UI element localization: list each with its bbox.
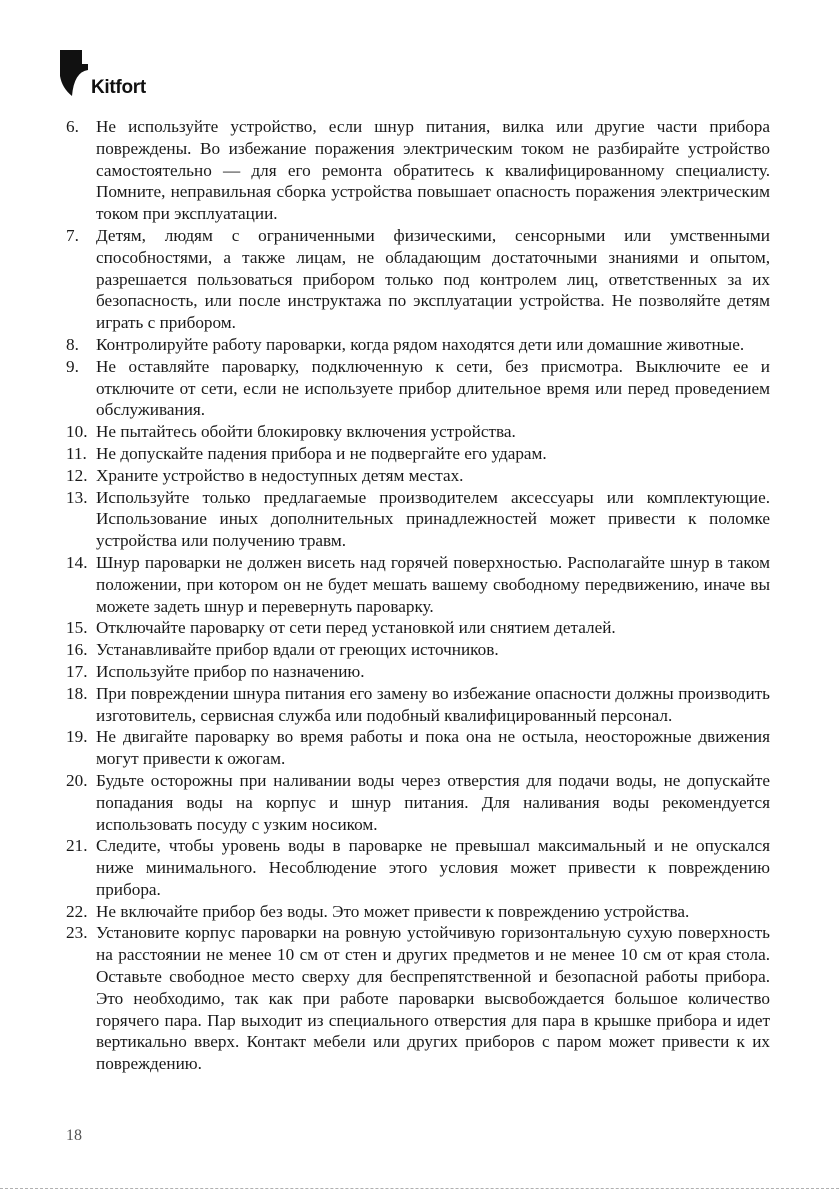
rule-number: 17. [66,661,88,681]
rule-number: 16. [66,640,88,660]
rule-text: При повреждении шнура питания его замену во избежание опасности должны производить изготовитель, сервисная служба или подобный квалифицированный персонал. [96,683,770,725]
rule-number: 19. [66,727,88,747]
rules-list [66,116,770,1075]
rule-text: Не включайте прибор без воды. Это может привести к повреждению устройства. [96,901,690,921]
rule-item [66,487,770,552]
rule-number: 10. [66,422,88,442]
rule-number: 8. [66,334,79,354]
rule-text: Не двигайте пароварку во время работы и пока она не остыла, неосторожные движения могут привести к ожогам. [96,727,770,769]
rule-item [66,421,770,443]
page-number: 18 [66,1127,82,1144]
rule-item [66,661,770,683]
rule-text: Детям, людям с ограниченными физическими, сенсорными или умственными способностями, а также лицам, не обладающим достаточными знаниями и опытом, разрешается пользоваться прибором только под контролем лиц, ответственных за их безопасность, или после инструктажа по эксплуатации устройства. Не позволяйте детям играть с прибором. [96,225,770,333]
kitfort-leaf-icon [60,50,90,98]
rule-number: 22. [66,901,88,921]
rule-item [66,356,770,421]
rule-text: Используйте прибор по назначению. [96,661,365,681]
brand-logo [60,50,200,98]
rule-text: Храните устройство в недоступных детям местах. [96,465,464,485]
rule-number: 7. [66,225,79,245]
rule-item [66,552,770,617]
rule-number: 14. [66,552,88,572]
rule-text: Контролируйте работу пароварки, когда рядом находятся дети или домашние животные. [96,334,745,354]
rule-text: Отключайте пароварку от сети перед установкой или снятием деталей. [96,618,616,638]
rule-number: 11. [66,443,87,463]
rule-text: Не допускайте падения прибора и не подвергайте его ударам. [96,443,547,463]
rule-text: Следите, чтобы уровень воды в пароварке не превышал максимальный и не опускался ниже минимального. Несоблюдение этого условия может привести к повреждению прибора. [96,836,770,899]
rule-text: Используйте только предлагаемые производителем аксессуары или комплектующие. Использование иных дополнительных принадлежностей может привести к поломке устройства или получению травм. [96,487,770,551]
rule-item [66,770,770,835]
rule-text: Не пытайтесь обойти блокировку включения устройства. [96,422,516,442]
rule-item [66,901,770,923]
rule-item [66,617,770,639]
page-edge-divider [0,1188,839,1189]
rule-item [66,443,770,465]
rule-text: Не оставляйте пароварку, подключенную к сети, без присмотра. Выключите ее и отключите от сети, если не используете прибор длительное время или перед проведением обслуживания. [96,356,770,420]
rule-text: Устанавливайте прибор вдали от греющих источников. [96,640,499,660]
rule-number: 6. [66,117,79,136]
rule-item [66,225,770,334]
rule-number: 9. [66,356,79,376]
rule-number: 23. [66,923,88,943]
rule-number: 15. [66,618,88,638]
rule-item [66,639,770,661]
rule-item [66,835,770,900]
rule-item [66,922,770,1075]
rule-text: Установите корпус пароварки на ровную устойчивую горизонтальную сухую поверхность на расстоянии не менее 10 см от стен и других предметов и не менее 10 см от края стола. Оставьте свободное место сверху для беспрепятственной и безопасной работы прибора. Это необходимо, так как при работе пароварки высвобождается большое количество горячего пара. Пар выходит из специального отверстия для пара в крышке прибора и идет вертикально вверх. Контакт мебели или других приборов с паром может привести к их повреждению. [96,923,770,1074]
rule-number: 20. [66,770,88,790]
rule-item [66,116,770,225]
rule-text: Шнур пароварки не должен висеть над горячей поверхностью. Располагайте шнур в таком положении, при котором он не будет мешать вашему свободному передвижению, иначе вы можете задеть шнур и перевернуть пароварку. [96,552,770,616]
rule-item [66,465,770,487]
rule-number: 12. [66,465,88,485]
rule-item [66,683,770,727]
rule-text: Не используйте устройство, если шнур питания, вилка или другие части прибора повреждены. Во избежание поражения электрическим током не разбирайте устройство самостоятельно — для его ремонта обратитесь к квалифицированному специалисту. Помните, неправильная сборка устройства повышает опасность поражения электрическим током при эксплуатации. [96,117,770,224]
rule-number: 13. [66,487,88,507]
safety-instructions [66,116,770,1075]
rule-number: 21. [66,836,88,856]
rule-number: 18. [66,683,88,703]
rule-text: Будьте осторожны при наливании воды через отверстия для подачи воды, не допускайте попадания воды на корпус и шнур питания. Для наливания воды рекомендуется использовать посуду с узким носиком. [96,770,770,834]
rule-item [66,726,770,770]
brand-name: Kitfort [91,77,146,98]
rule-item [66,334,770,356]
